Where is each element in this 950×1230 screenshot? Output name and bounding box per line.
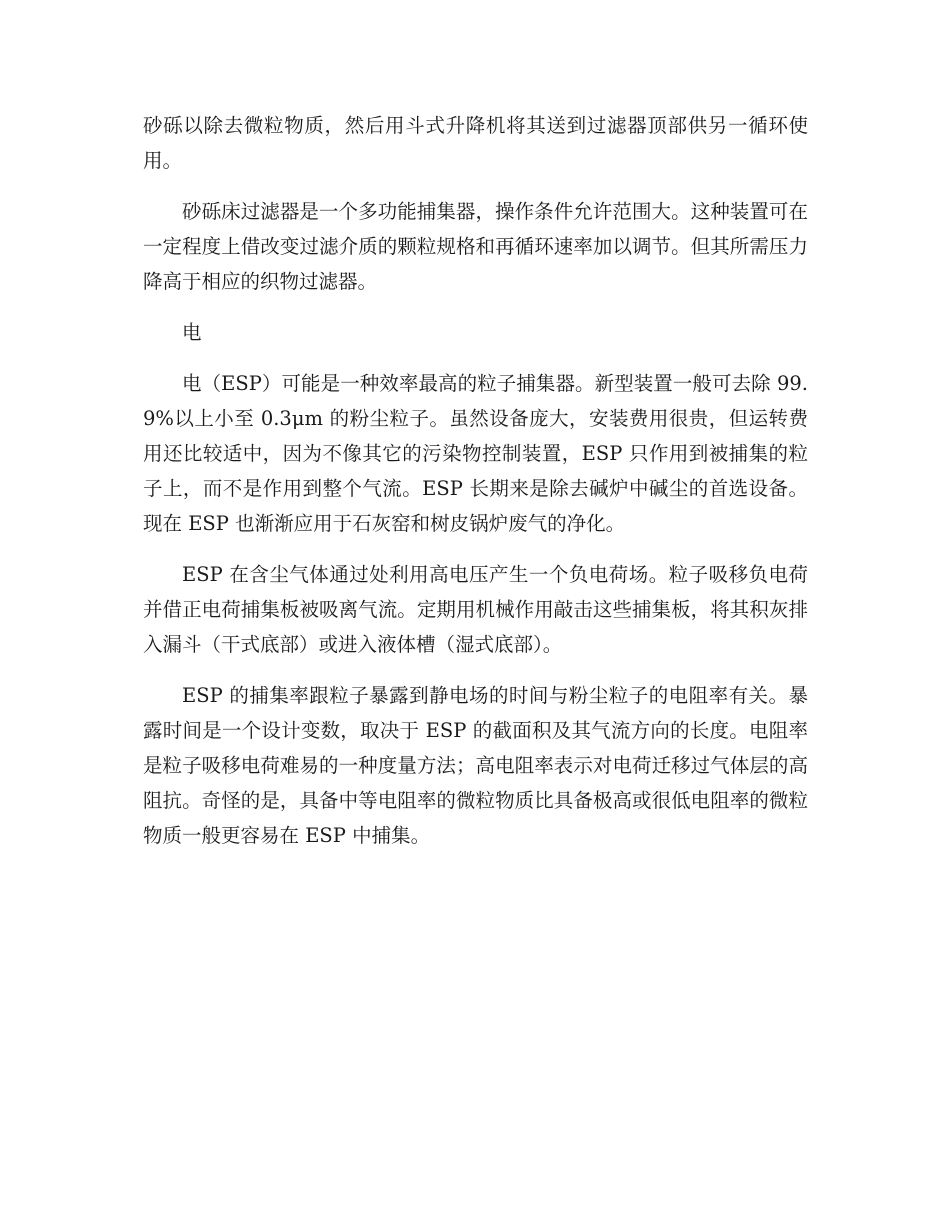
- paragraph-sand-bed-filter: 砂砾床过滤器是一个多功能捕集器，操作条件允许范围大。这种装置可在一定程度上借改变过滤介质的颗粒规格和再循环速率加以调节。但其所需压力降高于相应的织物过滤器。: [143, 200, 808, 293]
- document-body: [143, 108, 808, 869]
- paragraph-esp-intro: 电（ESP）可能是一种效率最高的粒子捕集器。新型装置一般可去除 99.9%以上小至 0.3μm 的粉尘粒子。虽然设备庞大，安装费用很贵，但运转费用还比较适中，因为不像其它的污染物控制装置，ESP 只作用到被捕集的粒子上，而不是作用到整个气流。ESP 长期来是除去碱炉中碱尘的首选设备。现在 ESP 也渐渐应用于石灰窑和树皮锅炉废气的净化。: [143, 372, 808, 535]
- paragraph-esp-efficiency: ESP 的捕集率跟粒子暴露到静电场的时间与粉尘粒子的电阻率有关。暴露时间是一个设计变数，取决于 ESP 的截面积及其气流方向的长度。电阻率是粒子吸移电荷难易的一种度量方法；高电阻率表示对电荷迁移过气体层的高阻抗。奇怪的是，具备中等电阻率的微粒物质比具备极高或很低电阻率的微粒物质一般更容易在 ESP 中捕集。: [143, 684, 808, 847]
- paragraph-esp-mechanism: ESP 在含尘气体通过处利用高电压产生一个负电荷场。粒子吸移负电荷并借正电荷捕集板被吸离气流。定期用机械作用敲击这些捕集板，将其积灰排入漏斗（干式底部）或进入液体槽（湿式底部）。: [143, 563, 808, 656]
- section-heading-electric: 电: [182, 321, 202, 344]
- paragraph-continuation: 砂砾以除去微粒物质，然后用斗式升降机将其送到过滤器顶部供另一循环使用。: [143, 114, 808, 172]
